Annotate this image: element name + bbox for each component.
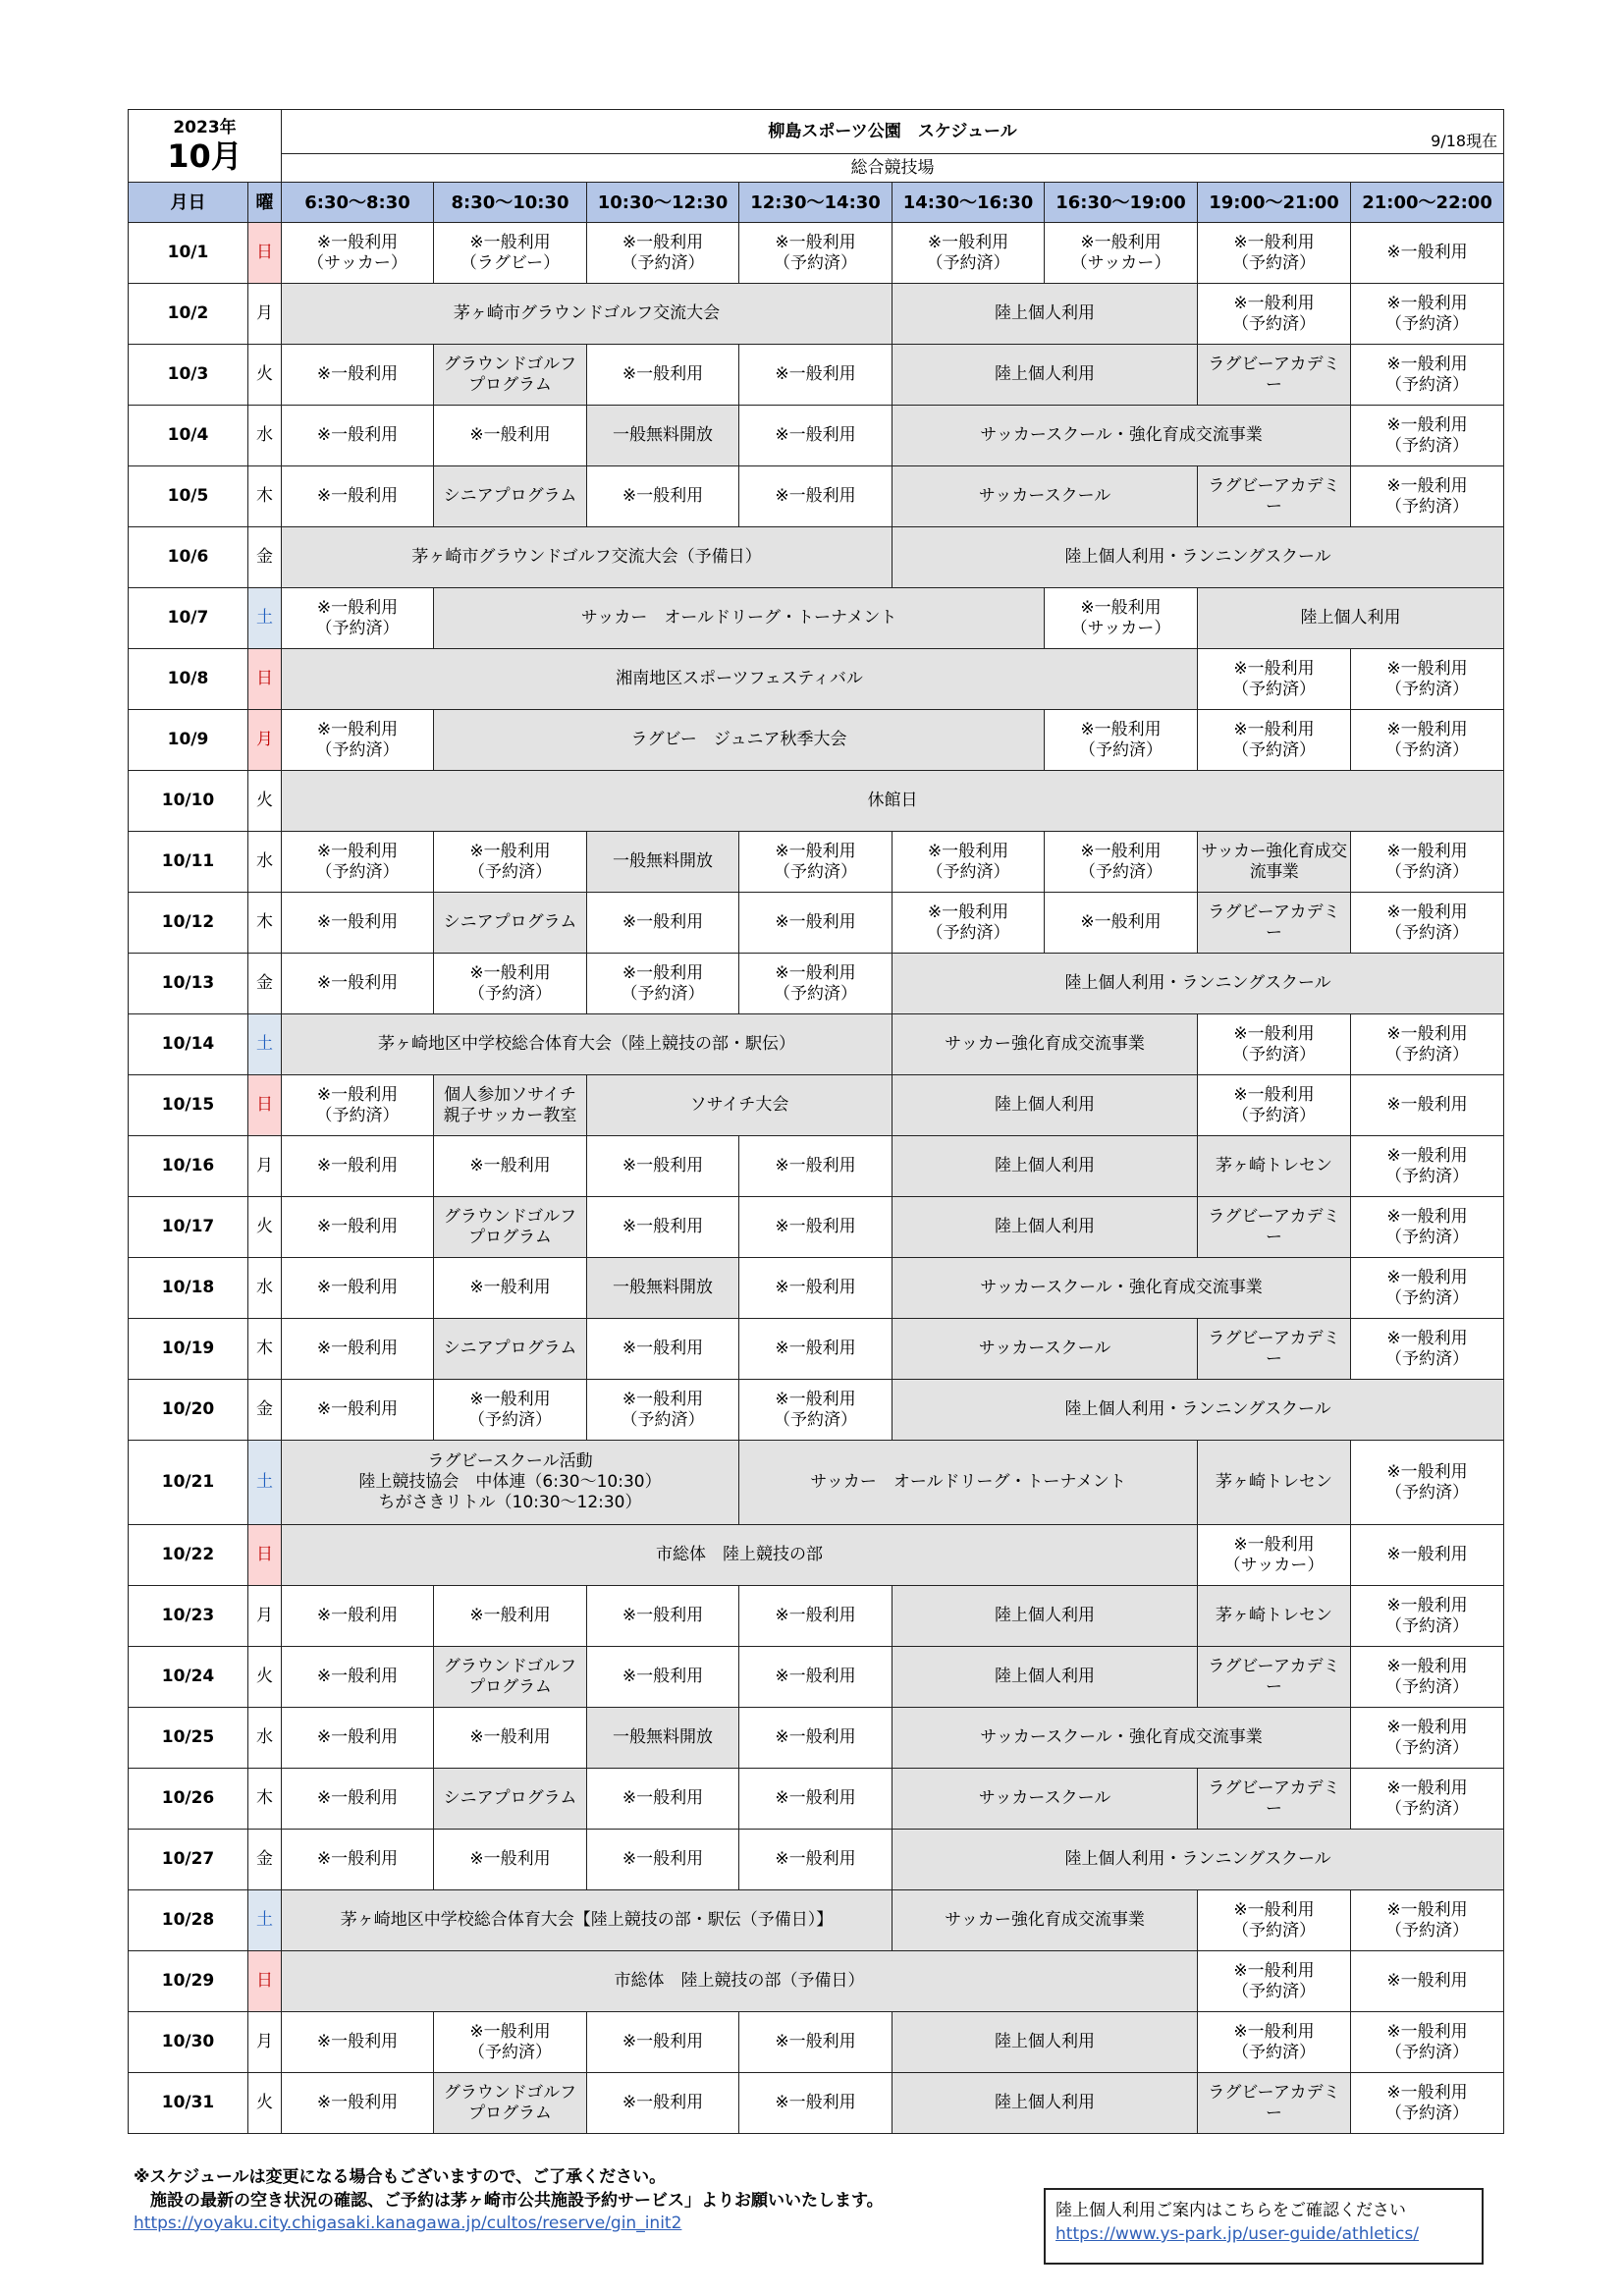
schedule-cell: ※一般利用: [434, 406, 587, 466]
schedule-cell: ※一般利用 （予約済）: [1198, 649, 1351, 710]
row-day-of-week: 金: [248, 527, 282, 588]
schedule-cell: ※一般利用: [282, 1647, 434, 1708]
schedule-cell: ※一般利用 （予約済）: [434, 2012, 587, 2073]
schedule-cell: ※一般利用 （予約済）: [1351, 893, 1504, 954]
schedule-cell: ※一般利用 （予約済）: [739, 223, 893, 284]
schedule-cell: 陸上個人利用: [893, 2073, 1198, 2134]
schedule-cell: 一般無料開放: [587, 406, 739, 466]
schedule-cell: ラグビー ジュニア秋季大会: [434, 710, 1045, 771]
schedule-cell: ※一般利用 （予約済）: [282, 710, 434, 771]
col-header-slot: 8:30～10:30: [434, 183, 587, 223]
schedule-cell: 陸上個人利用: [893, 1136, 1198, 1197]
schedule-row: [129, 710, 1504, 771]
schedule-cell: ※一般利用: [739, 893, 893, 954]
year-month-cell: [129, 110, 282, 183]
row-day-of-week: 水: [248, 1258, 282, 1319]
row-day-of-week: 火: [248, 1647, 282, 1708]
schedule-cell: サッカースクール・強化育成交流事業: [893, 406, 1351, 466]
schedule-cell: ※一般利用: [739, 466, 893, 527]
schedule-row: [129, 466, 1504, 527]
schedule-cell: ※一般利用: [739, 1708, 893, 1769]
schedule-cell: ※一般利用: [739, 1586, 893, 1647]
schedule-cell: ※一般利用 （予約済）: [1198, 223, 1351, 284]
schedule-cell: ※一般利用 （予約済）: [1351, 1197, 1504, 1258]
row-date: 10/3: [129, 345, 248, 406]
row-date: 10/29: [129, 1951, 248, 2012]
schedule-cell: ※一般利用 （ラグビー）: [434, 223, 587, 284]
row-day-of-week: 土: [248, 1014, 282, 1075]
schedule-cell: ※一般利用: [282, 1708, 434, 1769]
row-date: 10/14: [129, 1014, 248, 1075]
row-date: 10/4: [129, 406, 248, 466]
col-header-slot: 6:30～8:30: [282, 183, 434, 223]
schedule-cell: ラグビーアカデミー: [1198, 1647, 1351, 1708]
schedule-cell: グラウンドゴルフ プログラム: [434, 2073, 587, 2134]
schedule-cell: ※一般利用: [587, 1136, 739, 1197]
schedule-cell: ※一般利用: [587, 1830, 739, 1890]
row-date: 10/26: [129, 1769, 248, 1830]
schedule-row: [129, 284, 1504, 345]
row-day-of-week: 日: [248, 223, 282, 284]
schedule-row: [129, 1890, 1504, 1951]
row-date: 10/2: [129, 284, 248, 345]
col-header-slot: 21:00～22:00: [1351, 183, 1504, 223]
schedule-cell: グラウンドゴルフ プログラム: [434, 345, 587, 406]
row-day-of-week: 土: [248, 588, 282, 649]
schedule-row: [129, 1525, 1504, 1586]
year-label: 2023年: [173, 118, 237, 137]
schedule-cell: ※一般利用 （サッカー）: [1198, 1525, 1351, 1586]
schedule-cell: ※一般利用: [587, 345, 739, 406]
schedule-cell: ※一般利用: [739, 1647, 893, 1708]
schedule-cell: ※一般利用: [282, 893, 434, 954]
month-label: 10月: [167, 137, 243, 175]
schedule-cell: 陸上個人利用・ランニングスクール: [893, 527, 1504, 588]
athletics-info-link[interactable]: https://www.ys-park.jp/user-guide/athletics/: [1055, 2224, 1419, 2244]
schedule-cell: ※一般利用: [282, 1830, 434, 1890]
row-day-of-week: 水: [248, 406, 282, 466]
schedule-cell: 陸上個人利用: [893, 1075, 1198, 1136]
row-day-of-week: 日: [248, 649, 282, 710]
schedule-cell: 茅ヶ崎地区中学校総合体育大会【陸上競技の部・駅伝（予備日）】: [282, 1890, 893, 1951]
schedule-cell: ※一般利用 （予約済）: [1351, 1586, 1504, 1647]
schedule-cell: ※一般利用: [1045, 893, 1198, 954]
row-date: 10/7: [129, 588, 248, 649]
row-day-of-week: 日: [248, 1525, 282, 1586]
schedule-cell: ※一般利用: [587, 893, 739, 954]
row-date: 10/13: [129, 954, 248, 1014]
schedule-cell: ※一般利用: [282, 1586, 434, 1647]
schedule-cell: サッカー オールドリーグ・トーナメント: [739, 1441, 1198, 1525]
schedule-cell: 陸上個人利用: [893, 1586, 1198, 1647]
title-text: 柳島スポーツ公園 スケジュール: [768, 121, 1017, 141]
schedule-row: [129, 1647, 1504, 1708]
schedule-row: [129, 1769, 1504, 1830]
schedule-cell: ※一般利用 （予約済）: [587, 1380, 739, 1441]
schedule-row: [129, 223, 1504, 284]
row-day-of-week: 木: [248, 1769, 282, 1830]
schedule-row: [129, 893, 1504, 954]
schedule-cell: ソサイチ大会: [587, 1075, 893, 1136]
schedule-cell: 陸上個人利用: [1198, 588, 1504, 649]
schedule-row: [129, 771, 1504, 832]
schedule-cell: ※一般利用: [434, 1586, 587, 1647]
schedule-row: [129, 954, 1504, 1014]
footer-note-reservation: 施設の最新の空き状況の確認、ご予約は茅ヶ崎市公共施設予約サービス」よりお願いいたします。: [134, 2191, 884, 2211]
schedule-cell: ※一般利用: [282, 345, 434, 406]
row-day-of-week: 月: [248, 1136, 282, 1197]
schedule-cell: サッカースクール・強化育成交流事業: [893, 1258, 1351, 1319]
schedule-cell: 陸上個人利用・ランニングスクール: [893, 1830, 1504, 1890]
schedule-row: [129, 2012, 1504, 2073]
schedule-row: [129, 1708, 1504, 1769]
row-day-of-week: 日: [248, 1951, 282, 2012]
schedule-cell: ※一般利用 （予約済）: [434, 954, 587, 1014]
row-day-of-week: 木: [248, 893, 282, 954]
schedule-cell: 市総体 陸上競技の部（予備日）: [282, 1951, 1198, 2012]
schedule-cell: 茅ヶ崎トレセン: [1198, 1136, 1351, 1197]
schedule-cell: サッカー強化育成交流事業: [1198, 832, 1351, 893]
col-header-slot: 12:30～14:30: [739, 183, 893, 223]
schedule-cell: ※一般利用 （予約済）: [1045, 832, 1198, 893]
reservation-link[interactable]: https://yoyaku.city.chigasaki.kanagawa.jp/cultos/reserve/gin_init2: [134, 2214, 682, 2233]
schedule-cell: ※一般利用: [434, 1708, 587, 1769]
schedule-cell: ※一般利用 （サッカー）: [282, 223, 434, 284]
row-day-of-week: 水: [248, 1708, 282, 1769]
col-header-slot: 19:00～21:00: [1198, 183, 1351, 223]
schedule-cell: 一般無料開放: [587, 832, 739, 893]
schedule-cell: ※一般利用: [1351, 1075, 1504, 1136]
schedule-cell: ※一般利用: [739, 1319, 893, 1380]
schedule-cell: ※一般利用 （予約済）: [739, 1380, 893, 1441]
schedule-row: [129, 527, 1504, 588]
schedule-cell: ※一般利用 （予約済）: [1198, 710, 1351, 771]
schedule-cell: ※一般利用: [282, 466, 434, 527]
row-day-of-week: 月: [248, 1586, 282, 1647]
row-date: 10/1: [129, 223, 248, 284]
row-date: 10/12: [129, 893, 248, 954]
schedule-cell: ラグビーアカデミー: [1198, 345, 1351, 406]
schedule-cell: シニアプログラム: [434, 1769, 587, 1830]
schedule-cell: ※一般利用 （予約済）: [893, 223, 1045, 284]
schedule-cell: 茅ヶ崎トレセン: [1198, 1441, 1351, 1525]
schedule-row: [129, 1136, 1504, 1197]
schedule-cell: ※一般利用: [282, 1380, 434, 1441]
schedule-cell: ※一般利用 （予約済）: [434, 1380, 587, 1441]
schedule-cell: 陸上個人利用: [893, 1197, 1198, 1258]
schedule-row: [129, 1830, 1504, 1890]
schedule-cell: 個人参加ソサイチ 親子サッカー教室: [434, 1075, 587, 1136]
schedule-cell: シニアプログラム: [434, 1319, 587, 1380]
schedule-table: [128, 109, 1504, 2134]
row-day-of-week: 月: [248, 710, 282, 771]
schedule-cell: グラウンドゴルフ プログラム: [434, 1197, 587, 1258]
row-day-of-week: 土: [248, 1441, 282, 1525]
schedule-cell: サッカースクール: [893, 1319, 1198, 1380]
schedule-cell: ※一般利用 （予約済）: [1351, 1890, 1504, 1951]
schedule-cell: ※一般利用 （予約済）: [282, 832, 434, 893]
schedule-cell: ※一般利用 （予約済）: [1351, 1136, 1504, 1197]
schedule-cell: ※一般利用: [739, 1769, 893, 1830]
schedule-cell: ※一般利用 （予約済）: [739, 954, 893, 1014]
row-date: 10/11: [129, 832, 248, 893]
schedule-cell: ※一般利用 （予約済）: [1351, 2012, 1504, 2073]
schedule-row: [129, 1319, 1504, 1380]
schedule-row: [129, 832, 1504, 893]
schedule-cell: ※一般利用: [282, 1319, 434, 1380]
schedule-cell: 陸上個人利用・ランニングスクール: [893, 1380, 1504, 1441]
schedule-cell: ※一般利用: [587, 2012, 739, 2073]
row-day-of-week: 日: [248, 1075, 282, 1136]
schedule-cell: サッカースクール: [893, 1769, 1198, 1830]
schedule-cell: ※一般利用: [739, 1136, 893, 1197]
row-date: 10/10: [129, 771, 248, 832]
schedule-cell: 湘南地区スポーツフェスティバル: [282, 649, 1198, 710]
schedule-cell: ※一般利用: [739, 406, 893, 466]
athletics-info-text: 陸上個人利用ご案内はこちらをご確認ください: [1055, 2201, 1406, 2220]
schedule-cell: ※一般利用 （予約済）: [1351, 832, 1504, 893]
row-date: 10/24: [129, 1647, 248, 1708]
schedule-cell: ※一般利用 （予約済）: [1351, 649, 1504, 710]
schedule-cell: ※一般利用 （予約済）: [1198, 1951, 1351, 2012]
schedule-cell: ※一般利用 （予約済）: [282, 1075, 434, 1136]
row-date: 10/22: [129, 1525, 248, 1586]
schedule-cell: ※一般利用 （予約済）: [587, 954, 739, 1014]
schedule-cell: ※一般利用: [587, 1647, 739, 1708]
schedule-cell: ※一般利用: [1351, 1951, 1504, 2012]
schedule-cell: ※一般利用: [739, 345, 893, 406]
row-date: 10/23: [129, 1586, 248, 1647]
schedule-row: [129, 1014, 1504, 1075]
row-date: 10/18: [129, 1258, 248, 1319]
row-date: 10/6: [129, 527, 248, 588]
schedule-cell: ※一般利用 （予約済）: [1351, 345, 1504, 406]
footer: [128, 2162, 1503, 2280]
schedule-cell: ※一般利用: [587, 1586, 739, 1647]
schedule-cell: ※一般利用 （予約済）: [1351, 406, 1504, 466]
schedule-cell: ※一般利用: [434, 1258, 587, 1319]
schedule-cell: 陸上個人利用: [893, 2012, 1198, 2073]
schedule-cell: ※一般利用: [739, 1197, 893, 1258]
row-date: 10/16: [129, 1136, 248, 1197]
schedule-cell: ※一般利用: [739, 2012, 893, 2073]
row-day-of-week: 土: [248, 1890, 282, 1951]
row-day-of-week: 月: [248, 2012, 282, 2073]
schedule-row: [129, 345, 1504, 406]
schedule-cell: 陸上個人利用: [893, 1647, 1198, 1708]
schedule-cell: 茅ヶ崎市グラウンドゴルフ交流大会（予備日）: [282, 527, 893, 588]
row-day-of-week: 月: [248, 284, 282, 345]
schedule-cell: ※一般利用 （予約済）: [1351, 284, 1504, 345]
row-date: 10/20: [129, 1380, 248, 1441]
row-day-of-week: 金: [248, 954, 282, 1014]
athletics-info-box: [1044, 2188, 1484, 2265]
schedule-cell: ※一般利用: [282, 2012, 434, 2073]
schedule-cell: 一般無料開放: [587, 1708, 739, 1769]
row-date: 10/19: [129, 1319, 248, 1380]
row-day-of-week: 水: [248, 832, 282, 893]
schedule-row: [129, 649, 1504, 710]
page-title: [282, 110, 1504, 154]
schedule-cell: グラウンドゴルフ プログラム: [434, 1647, 587, 1708]
row-day-of-week: 火: [248, 2073, 282, 2134]
schedule-cell: ラグビーアカデミー: [1198, 1197, 1351, 1258]
schedule-cell: ※一般利用: [587, 1769, 739, 1830]
row-day-of-week: 火: [248, 771, 282, 832]
row-date: 10/30: [129, 2012, 248, 2073]
schedule-cell: シニアプログラム: [434, 893, 587, 954]
row-day-of-week: 木: [248, 466, 282, 527]
schedule-cell: サッカースクール: [893, 466, 1198, 527]
schedule-row: [129, 2073, 1504, 2134]
schedule-cell: ※一般利用 （予約済）: [1198, 1075, 1351, 1136]
schedule-cell: ※一般利用: [1351, 1525, 1504, 1586]
schedule-cell: ※一般利用 （予約済）: [1351, 1319, 1504, 1380]
schedule-cell: ※一般利用 （予約済）: [1351, 1014, 1504, 1075]
schedule-cell: ※一般利用 （予約済）: [739, 832, 893, 893]
schedule-cell: 一般無料開放: [587, 1258, 739, 1319]
row-date: 10/15: [129, 1075, 248, 1136]
schedule-cell: 市総体 陸上競技の部: [282, 1525, 1198, 1586]
schedule-cell: 茅ヶ崎地区中学校総合体育大会（陸上競技の部・駅伝）: [282, 1014, 893, 1075]
col-header-slot: 14:30～16:30: [893, 183, 1045, 223]
column-header-row: [129, 183, 1504, 223]
row-date: 10/31: [129, 2073, 248, 2134]
schedule-cell: ※一般利用 （予約済）: [1351, 1769, 1504, 1830]
schedule-cell: ※一般利用 （予約済）: [1198, 2012, 1351, 2073]
schedule-cell: ※一般利用: [434, 1830, 587, 1890]
schedule-cell: サッカー オールドリーグ・トーナメント: [434, 588, 1045, 649]
footer-note: ※スケジュールは変更になる場合もございますので、ご了承ください。: [134, 2167, 667, 2187]
schedule-row: [129, 1586, 1504, 1647]
row-day-of-week: 火: [248, 345, 282, 406]
schedule-cell: ※一般利用 （予約済）: [893, 893, 1045, 954]
schedule-cell: 茅ヶ崎市グラウンドゴルフ交流大会: [282, 284, 893, 345]
schedule-cell: ※一般利用 （予約済）: [1351, 1441, 1504, 1525]
schedule-row: [129, 588, 1504, 649]
schedule-cell: ※一般利用 （予約済）: [1351, 1708, 1504, 1769]
row-date: 10/9: [129, 710, 248, 771]
schedule-row: [129, 1197, 1504, 1258]
schedule-row: [129, 1441, 1504, 1525]
schedule-cell: 陸上個人利用・ランニングスクール: [893, 954, 1504, 1014]
schedule-cell: ※一般利用: [282, 1769, 434, 1830]
row-day-of-week: 金: [248, 1380, 282, 1441]
schedule-cell: ※一般利用: [739, 2073, 893, 2134]
schedule-sheet: [128, 109, 1503, 2134]
schedule-cell: ※一般利用 （予約済）: [893, 832, 1045, 893]
schedule-cell: サッカースクール・強化育成交流事業: [893, 1708, 1351, 1769]
schedule-row: [129, 1258, 1504, 1319]
schedule-cell: ラグビーアカデミー: [1198, 1319, 1351, 1380]
row-day-of-week: 火: [248, 1197, 282, 1258]
schedule-cell: ※一般利用: [587, 1319, 739, 1380]
venue-label: 総合競技場: [282, 154, 1504, 183]
as-of-date: 9/18現在: [1431, 132, 1498, 150]
schedule-cell: ※一般利用: [739, 1258, 893, 1319]
schedule-cell: ※一般利用: [739, 1830, 893, 1890]
schedule-cell: ※一般利用 （予約済）: [1198, 284, 1351, 345]
schedule-cell: ※一般利用: [434, 1136, 587, 1197]
col-header-slot: 10:30～12:30: [587, 183, 739, 223]
schedule-cell: 茅ヶ崎トレセン: [1198, 1586, 1351, 1647]
schedule-cell: ※一般利用 （予約済）: [1351, 710, 1504, 771]
row-date: 10/27: [129, 1830, 248, 1890]
schedule-cell: ※一般利用: [282, 1197, 434, 1258]
schedule-cell: サッカー強化育成交流事業: [893, 1014, 1198, 1075]
schedule-cell: ※一般利用: [282, 2073, 434, 2134]
schedule-cell: 陸上個人利用: [893, 284, 1198, 345]
schedule-cell: ※一般利用 （予約済）: [1198, 1014, 1351, 1075]
schedule-cell: ※一般利用 （予約済）: [1351, 1258, 1504, 1319]
schedule-cell: ※一般利用 （予約済）: [587, 223, 739, 284]
schedule-cell: ※一般利用: [587, 1197, 739, 1258]
schedule-cell: ラグビーアカデミー: [1198, 466, 1351, 527]
schedule-row: [129, 1951, 1504, 2012]
row-day-of-week: 金: [248, 1830, 282, 1890]
schedule-cell: ラグビーアカデミー: [1198, 1769, 1351, 1830]
schedule-cell: 陸上個人利用: [893, 345, 1198, 406]
col-header-dow: 曜: [248, 183, 282, 223]
row-date: 10/5: [129, 466, 248, 527]
schedule-cell: ※一般利用: [282, 1136, 434, 1197]
schedule-cell: ※一般利用 （サッカー）: [1045, 223, 1198, 284]
schedule-row: [129, 406, 1504, 466]
row-date: 10/8: [129, 649, 248, 710]
schedule-cell: ※一般利用: [282, 1258, 434, 1319]
row-date: 10/28: [129, 1890, 248, 1951]
schedule-cell: 休館日: [282, 771, 1504, 832]
col-header-slot: 16:30～19:00: [1045, 183, 1198, 223]
schedule-cell: ラグビースクール活動 陸上競技協会 中体連（6:30～10:30） ちがさきリトル（10:30～12:30）: [282, 1441, 739, 1525]
schedule-cell: ※一般利用: [282, 406, 434, 466]
schedule-cell: ※一般利用: [587, 466, 739, 527]
row-day-of-week: 木: [248, 1319, 282, 1380]
schedule-cell: ※一般利用: [587, 2073, 739, 2134]
schedule-row: [129, 1380, 1504, 1441]
schedule-cell: ※一般利用 （予約済）: [1198, 1890, 1351, 1951]
schedule-cell: シニアプログラム: [434, 466, 587, 527]
schedule-cell: ※一般利用: [1351, 223, 1504, 284]
schedule-cell: サッカー強化育成交流事業: [893, 1890, 1198, 1951]
schedule-cell: ※一般利用 （予約済）: [282, 588, 434, 649]
schedule-cell: ※一般利用 （予約済）: [1351, 1647, 1504, 1708]
schedule-cell: ラグビーアカデミー: [1198, 893, 1351, 954]
schedule-cell: ※一般利用: [282, 954, 434, 1014]
schedule-cell: ※一般利用 （サッカー）: [1045, 588, 1198, 649]
schedule-cell: ラグビーアカデミー: [1198, 2073, 1351, 2134]
row-date: 10/17: [129, 1197, 248, 1258]
schedule-cell: ※一般利用 （予約済）: [434, 832, 587, 893]
col-header-date: 月日: [129, 183, 248, 223]
schedule-cell: ※一般利用 （予約済）: [1351, 466, 1504, 527]
schedule-cell: ※一般利用 （予約済）: [1351, 2073, 1504, 2134]
schedule-cell: ※一般利用 （予約済）: [1045, 710, 1198, 771]
schedule-row: [129, 1075, 1504, 1136]
row-date: 10/25: [129, 1708, 248, 1769]
row-date: 10/21: [129, 1441, 248, 1525]
